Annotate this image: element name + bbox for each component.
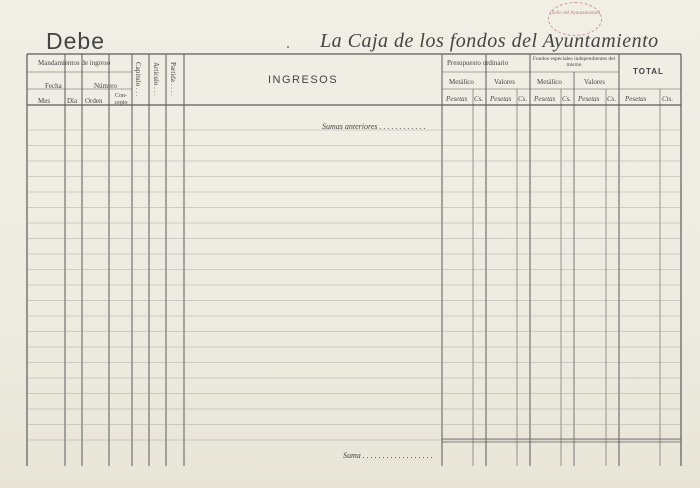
header-pesetas-4: Pesetas — [578, 95, 600, 103]
stamp-text: (Sello del Ayuntamiento) — [549, 11, 601, 16]
header-presupuesto-ordinario: Presupuesto ordinario — [447, 59, 509, 67]
header-pesetas-3: Pesetas — [534, 95, 556, 103]
header-cs-3: Cs. — [562, 95, 572, 103]
header-pesetas-1: Pesetas — [446, 95, 468, 103]
row-suma: Suma . . . . . . . . . . . . . . . . . . — [343, 451, 433, 460]
header-dia: Día — [67, 97, 78, 105]
header-numero: Número — [94, 82, 117, 90]
header-metalico-2: Metálico — [537, 78, 562, 86]
header-fecha: Fecha — [45, 82, 62, 90]
header-mes: Mes — [38, 97, 51, 105]
header-concepto: Con-cepto — [114, 93, 128, 106]
header-capitulo: Capítulo . . . — [134, 62, 142, 97]
header-cs-2: Cs. — [518, 95, 528, 103]
header-partida: Partida . . . . — [169, 62, 177, 96]
header-mandamientos: Mandamientos de ingreso — [38, 59, 111, 67]
ledger-title: La Caja de los fondos del Ayuntamiento — [320, 30, 659, 52]
header-total: TOTAL — [633, 67, 664, 76]
header-cs-1: Cs. — [474, 95, 484, 103]
header-valores-1: Valores — [494, 78, 515, 86]
header-pesetas-total: Pesetas — [625, 95, 647, 103]
header-orden: Orden — [85, 97, 103, 105]
header-cs-4: Cs. — [607, 95, 617, 103]
header-fondos-especiales: Fondos especiales independientes del mismo — [532, 56, 616, 68]
header-cts-total: Cts. — [662, 95, 674, 103]
header-pesetas-2: Pesetas — [490, 95, 512, 103]
header-ingresos: INGRESOS — [268, 74, 339, 86]
row-sumas-anteriores: Sumas anteriores . . . . . . . . . . . . — [322, 122, 426, 131]
page-title-debe: Debe — [46, 28, 105, 54]
header-metalico-1: Metálico — [449, 78, 474, 86]
header-articulo: Artículo . . . — [152, 62, 160, 96]
header-valores-2: Valores — [584, 78, 605, 86]
